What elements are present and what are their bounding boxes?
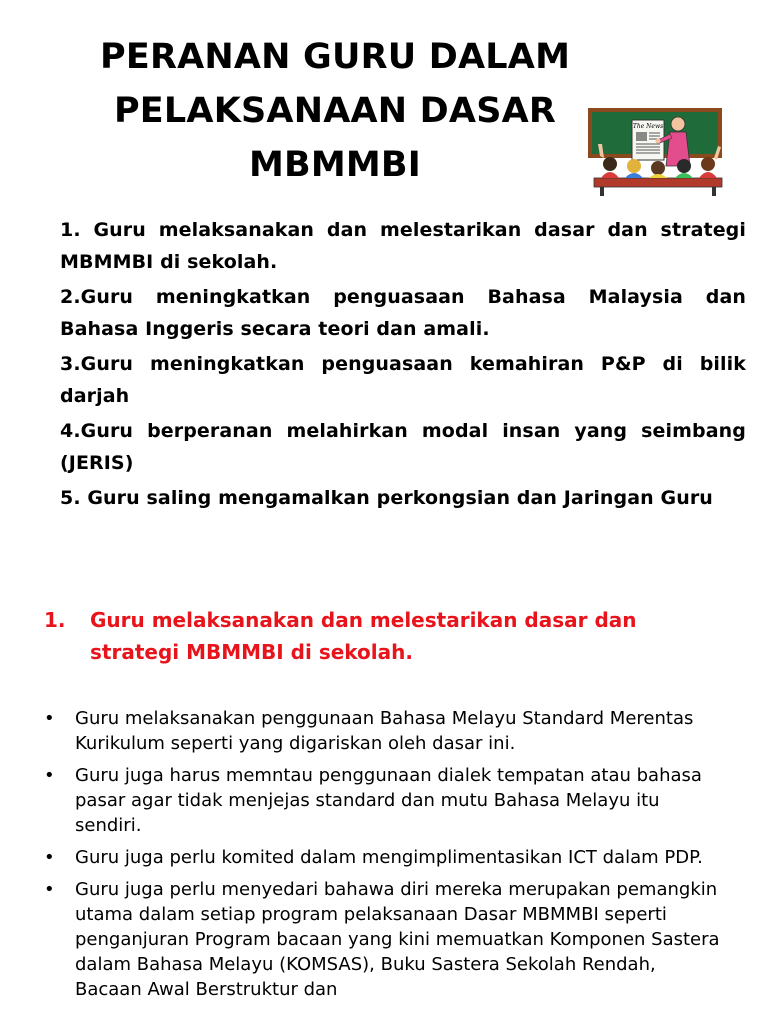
bullet-text: Guru juga perlu menyedari bahawa diri mereka merupakan pemangkin utama dalam setiap program pelaksanaan Dasar MBMMBI seperti penganjuran Program bacaan yang kini memuatkan Komponen Sastera dalam Bahasa Melayu (KOMSAS), Buku Sastera Sekolah Rendah, Bacaan Awal Berstruktur dan (75, 879, 720, 1000)
newspaper-photo (636, 132, 647, 141)
title-line: PELAKSANAAN DASAR (113, 91, 557, 131)
role-item: 3.Guru meningkatkan penguasaan kemahiran P&P di bilik darjah (60, 353, 746, 407)
newspaper-label: The News (632, 123, 664, 130)
bullet-icon: • (44, 708, 55, 729)
bullet-item (44, 877, 724, 1002)
bullet-list (44, 706, 724, 1009)
role-item: 4.Guru berperanan melahirkan modal insan yang seimbang (JERIS) (60, 420, 746, 474)
bullet-icon: • (44, 847, 55, 868)
bullet-icon: • (44, 765, 55, 786)
bullet-text: Guru juga harus memntau penggunaan dialek tempatan atau bahasa pasar agar tidak menjejas standard dan mutu Bahasa Melayu itu sendiri. (75, 765, 702, 836)
slide-2 (0, 560, 768, 1024)
bullet-item (44, 763, 724, 838)
role-item: 5. Guru saling mengamalkan perkongsian dan Jaringan Guru (60, 487, 713, 509)
section-heading (44, 604, 724, 668)
bullet-item (44, 706, 724, 756)
title-line: PERANAN GURU DALAM (100, 37, 571, 77)
bullet-item (44, 845, 724, 870)
bullet-text: Guru melaksanakan penggunaan Bahasa Melayu Standard Merentas Kurikulum seperti yang digariskan oleh dasar ini. (75, 708, 694, 754)
roles-list (60, 214, 746, 517)
section-heading-number: 1. (44, 608, 66, 632)
bullet-icon: • (44, 879, 55, 900)
role-item: 2.Guru meningkatkan penguasaan Bahasa Malaysia dan Bahasa Inggeris secara teori dan amali. (60, 286, 746, 340)
classroom-teacher-icon (586, 106, 730, 198)
section-heading-text: Guru melaksanakan dan melestarikan dasar dan strategi MBMMBI di sekolah. (90, 608, 637, 664)
slide-title (100, 30, 570, 192)
bullet-text: Guru juga perlu komited dalam mengimplimentasikan ICT dalam PDP. (75, 847, 703, 868)
role-item: 1. Guru melaksanakan dan melestarikan dasar dan strategi MBMMBI di sekolah. (60, 219, 746, 273)
desk-row (594, 178, 722, 187)
title-line: MBMMBI (248, 145, 422, 185)
